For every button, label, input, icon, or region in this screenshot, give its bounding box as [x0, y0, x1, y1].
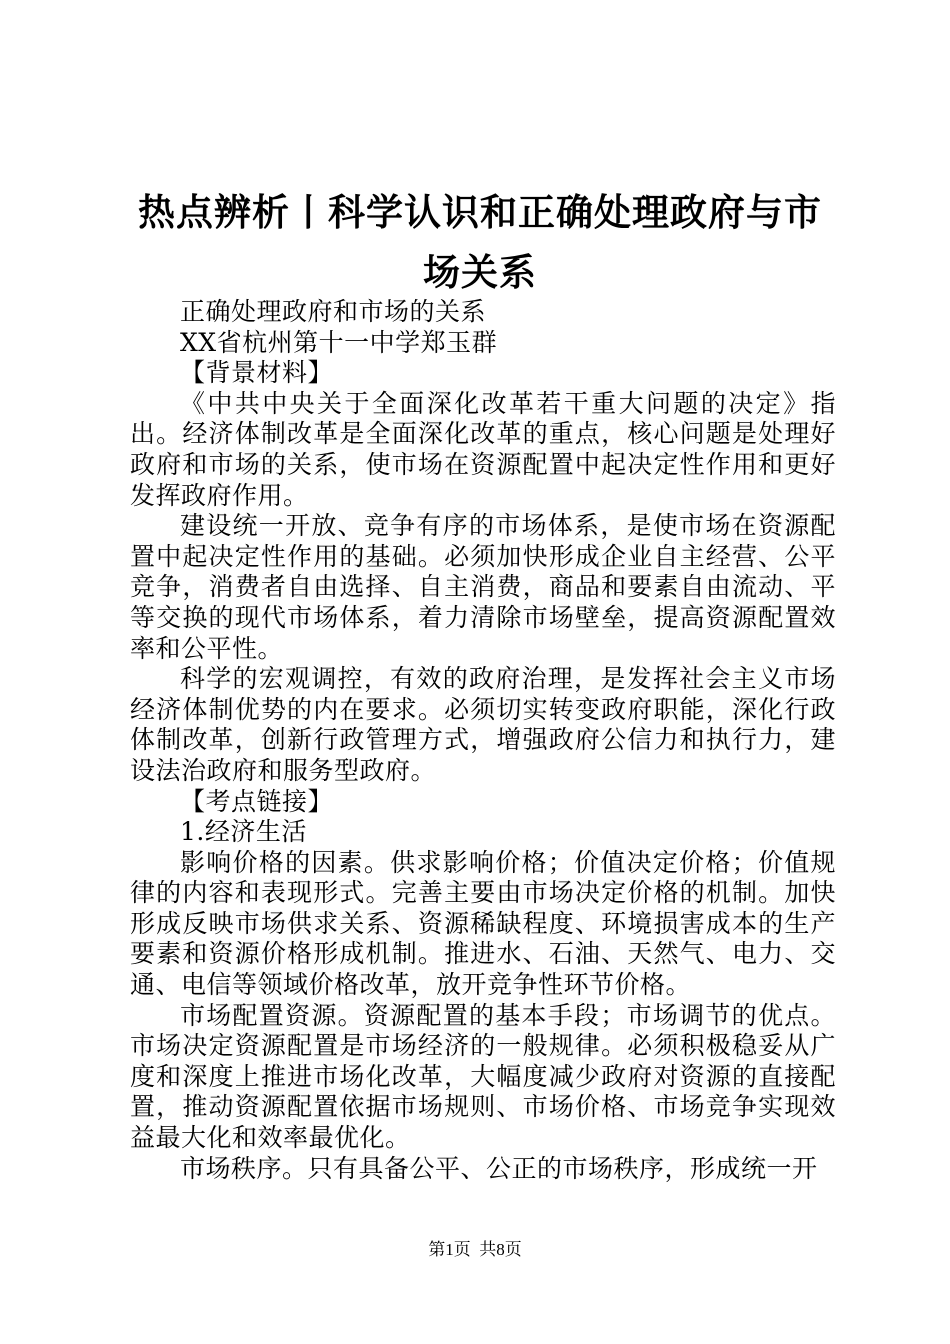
page-number: 第1页 [428, 1240, 471, 1259]
document-title: 热点辨析丨科学认识和正确处理政府与市场关系 [138, 190, 822, 294]
body-paragraph: 影响价格的因素。供求影响价格；价值决定价格；价值规律的内容和表现形式。完善主要由市场决定价格的机制。加快形成反映市场供求关系、资源稀缺程度、环境损害成本的生产要素和资源价格形成机制。推进水、石油、天然气、电力、交通、电信等领域价格改革，放开竞争性环节价格。 [130, 847, 836, 1000]
body-paragraph: 市场秩序。只有具备公平、公正的市场秩序，形成统一开 [180, 1153, 818, 1183]
body-paragraph: 市场配置资源。资源配置的基本手段；市场调节的优点。市场决定资源配置是市场经济的一般规律。必须积极稳妥从广度和深度上推进市场化改革，大幅度减少政府对资源的直接配置，推动资源配置依据市场规则、市场价格、市场竞争实现效益最大化和效率最优化。 [130, 1000, 836, 1153]
body-paragraph: 科学的宏观调控，有效的政府治理，是发挥社会主义市场经济体制优势的内在要求。必须切实转变政府职能，深化行政体制改革，创新行政管理方式，增强政府公信力和执行力，建设法治政府和服务型政府。 [130, 664, 836, 785]
subtitle-paragraph: 正确处理政府和市场的关系 [180, 297, 487, 326]
section-heading-exam-points: 【考点链接】 [180, 786, 334, 816]
body-paragraph: 建设统一开放、竞争有序的市场体系，是使市场在资源配置中起决定性作用的基础。必须加快形成企业自主经营、公平竞争，消费者自由选择、自主消费，商品和要素自由流动、平等交换的现代市场体系，着力清除市场壁垒，提高资源配置效率和公平性。 [130, 511, 836, 663]
page-footer [0, 1238, 950, 1262]
author-paragraph: XX省杭州第十一中学郑玉群 [180, 327, 498, 357]
page-total: 共8页 [479, 1240, 522, 1259]
document-body [130, 297, 836, 1184]
section-heading-background: 【背景材料】 [180, 358, 334, 388]
body-paragraph: 《中共中央关于全面深化改革若干重大问题的决定》指出。经济体制改革是全面深化改革的重点，核心问题是处理好政府和市场的关系，使市场在资源配置中起决定性作用和更好发挥政府作用。 [130, 388, 836, 510]
subsection-heading: 1.经济生活 [180, 817, 307, 847]
